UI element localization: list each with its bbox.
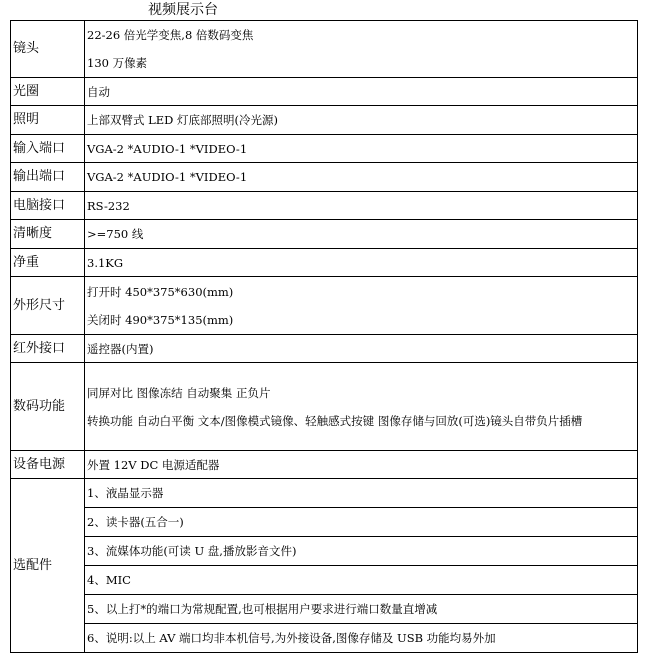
- list-item: 5、以上打*的端口为常规配置,也可根据用户要求进行端口数量直增减: [85, 595, 637, 624]
- row-value-aperture: 自动: [85, 78, 638, 106]
- value-line: 打开时 450*375*630(mm): [87, 284, 234, 299]
- row-value-power: 外置 12V DC 电源适配器: [85, 451, 638, 479]
- row-label-net-weight: 净重: [11, 249, 85, 277]
- row-label-input-port: 输入端口: [11, 135, 85, 163]
- page-title: 视频展示台: [148, 2, 218, 18]
- row-label-infrared: 红外接口: [11, 335, 85, 363]
- row-label-lighting: 照明: [11, 106, 85, 135]
- row-value-dimensions: [85, 277, 638, 335]
- row-label-accessories: 选配件: [11, 479, 85, 653]
- row-label-resolution: 清晰度: [11, 220, 85, 249]
- row-value-resolution: >=750 线: [85, 220, 638, 249]
- value-line: 关闭时 490*375*135(mm): [87, 312, 234, 327]
- table-row: [11, 363, 638, 451]
- table-row: [11, 249, 638, 277]
- row-label-power: 设备电源: [11, 451, 85, 479]
- row-value-digital-functions: [85, 363, 638, 451]
- table-row: [11, 192, 638, 220]
- row-value-net-weight: 3.1KG: [85, 249, 638, 277]
- row-value-output-port: VGA-2 *AUDIO-1 *VIDEO-1: [85, 163, 638, 192]
- row-label-pc-interface: 电脑接口: [11, 192, 85, 220]
- row-value-accessories: [85, 479, 638, 653]
- row-value-lighting: 上部双臂式 LED 灯底部照明(冷光源): [85, 106, 638, 135]
- table-row: [11, 106, 638, 135]
- table-row: [11, 479, 638, 653]
- value-line: 转换功能 自动白平衡 文本/图像模式镜像、轻触感式按键 图像存储与回放(可选)镜头自带负片插槽: [87, 413, 583, 428]
- table-row: [11, 277, 638, 335]
- row-label-aperture: 光圈: [11, 78, 85, 106]
- list-item: 3、流媒体功能(可读 U 盘,播放影音文件): [85, 537, 637, 566]
- list-item: 4、MIC: [85, 566, 637, 595]
- table-row: [11, 78, 638, 106]
- value-line: 130 万像素: [87, 56, 148, 70]
- row-label-dimensions: 外形尺寸: [11, 277, 85, 335]
- table-row: [11, 451, 638, 479]
- row-value-input-port: VGA-2 *AUDIO-1 *VIDEO-1: [85, 135, 638, 163]
- table-row: [11, 220, 638, 249]
- list-item: 2、读卡器(五合一): [85, 508, 637, 537]
- row-value-infrared: 遥控器(内置): [85, 335, 638, 363]
- list-item: 6、说明:以上 AV 端口均非本机信号,为外接设备,图像存储及 USB 功能均易外加: [87, 631, 496, 645]
- table-row: [11, 163, 638, 192]
- spec-table: [10, 20, 638, 653]
- row-label-lens: 镜头: [11, 21, 85, 78]
- value-line: 22-26 倍光学变焦,8 倍数码变焦: [87, 28, 254, 42]
- row-value-pc-interface: RS-232: [85, 192, 638, 220]
- row-label-output-port: 输出端口: [11, 163, 85, 192]
- value-line: 同屏对比 图像冻结 自动聚集 正负片: [87, 385, 271, 400]
- row-label-digital-functions: 数码功能: [11, 363, 85, 451]
- table-row: [11, 135, 638, 163]
- list-item: 1、液晶显示器: [85, 479, 637, 508]
- table-row: [11, 335, 638, 363]
- row-value-lens: [85, 21, 638, 78]
- table-row: [11, 21, 638, 78]
